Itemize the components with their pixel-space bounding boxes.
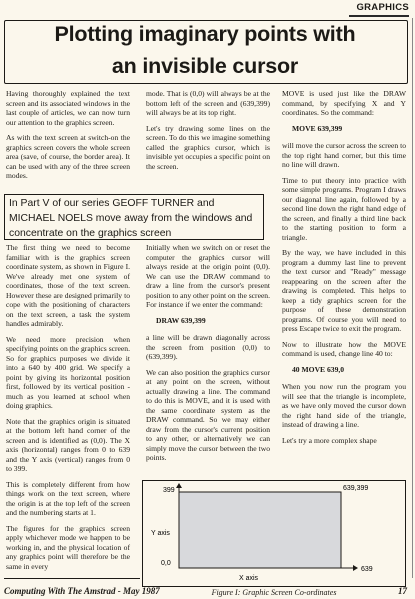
- command-listing: 40 MOVE 639,0: [292, 364, 345, 374]
- paragraph: As with the text screen at switch-on the graphics screen covers the whole screen area (save, of course, the border area). It can be used with any of the three screen modes.: [6, 133, 130, 180]
- corner-label: 639,399: [343, 485, 369, 492]
- column-1-top: [6, 89, 130, 187]
- x-max-label: 639: [361, 566, 373, 573]
- column-2-top: [146, 89, 270, 177]
- screen-area: [179, 492, 341, 568]
- paragraph: Having thoroughly explained the text screen and its associated windows in the last couple of articles, we can now turn our attention to the graphics screen.: [6, 89, 130, 127]
- y-axis-label: Y axis: [151, 530, 170, 537]
- section-tag: GRAPHICS: [349, 1, 409, 17]
- column-3: [282, 89, 406, 451]
- y-max-label: 399: [163, 487, 175, 494]
- paragraph: will move the cursor across the screen to the top right hand corner, but this time no line will drawn.: [282, 141, 406, 169]
- paragraph: The figures for the graphics screen apply whichever mode we happen to be working in, and the physical location of any graphics point will therefore be the same in every: [6, 523, 130, 571]
- headline-line-2: an invisible cursor: [111, 54, 299, 78]
- page-edge-rule: [412, 18, 413, 578]
- paragraph: Note that the graphics origin is situated at the bottom left hand corner of the screen and is identified as (0,0). The X axis (horizontal) ranges from 0 to 639 and the Y axis (vertical) ranges from 0 to 399.: [6, 416, 130, 473]
- x-axis-label: X axis: [239, 575, 259, 582]
- paragraph: Initially when we switch on or reset the computer the graphics cursor will always reside at the origin point (0,0). We can use the DRAW command to draw a line from the cursor's present position to any other point on the screen. For instance if we enter the command:: [146, 243, 271, 309]
- coordinate-diagram: [143, 481, 405, 586]
- paragraph: MOVE is used just like the DRAW command, by specifying X and Y coordinates. So the command:: [282, 89, 406, 117]
- footer-rule: [4, 578, 140, 579]
- headline-line-1: Plotting imaginary points with: [54, 22, 356, 46]
- paragraph: This is completely different from how things work on the text screen, where the origin is at the top left of the screen and the numbering starts at 1.: [6, 479, 130, 517]
- paragraph: We can also position the graphics cursor at any point on the screen, without actually drawing a line. The command to do this is MOVE, and it is used with the same coordinate system as the DRAW command. So we may either draw from the cursor's current position to any other, or alternatively we can simply move the cursor between the two points.: [146, 367, 270, 462]
- figure-coordinates: [142, 480, 406, 587]
- paragraph: Let's try a more complex shape: [282, 435, 377, 445]
- standfirst-box: In Part V of our series GEOFF TURNER and MICHAEL NOELS move away from the windows and concentrate on the graphics screen: [4, 194, 264, 240]
- column-2-bottom: [146, 243, 270, 469]
- figure-caption: Figure I: Graphic Screen Co-ordinates: [211, 588, 337, 597]
- command-listing: DRAW 639,399: [156, 315, 206, 325]
- command-listing: MOVE 639,399: [292, 123, 343, 133]
- footer-magazine: Computing With The Amstrad - May 1987: [4, 586, 160, 596]
- headline: [4, 21, 406, 79]
- x-arrow-icon: [353, 565, 358, 571]
- paragraph: We need more precision when specifying points on the graphics screen. So for graphics purposes we divide it into a 640 by 400 grid. We specify a point by giving its horizontal position first, followed by its vertical position - much as you learned at school when doing graphics.: [6, 334, 130, 410]
- paragraph: mode. That is (0,0) will always be at the bottom left of the screen and (639,399) will always be at its top right.: [146, 89, 270, 117]
- page-number: 17: [398, 586, 407, 596]
- paragraph: The first thing we need to become familiar with is the graphics screen coordinate system, as shown in Figure I. We've already met one system of coordinates, those of the text screen. However these are designed primarily to cope with the positioning of characters on the text screen, a task the system handles admirably.: [6, 243, 130, 328]
- paragraph: Let's try drawing some lines on the screen. To do this we imagine something called the graphics cursor, which is invisible yet occupies a specific point on the screen.: [146, 123, 270, 171]
- paragraph: Time to put theory into practice with some simple programs. Program I draws our diagonal line again, followed by a second line down the right hand edge of the screen, and finally a third line back to the starting position to form a triangle.: [282, 175, 406, 242]
- paragraph: Now to illustrate how the MOVE command is used, change line 40 to:: [282, 339, 406, 358]
- y-arrow-icon: [176, 483, 182, 488]
- origin-label: 0,0: [161, 560, 171, 567]
- column-1-bottom: [6, 243, 130, 577]
- paragraph: When you now run the program you will see that the triangle is incomplete, as we have only moved the cursor down the right hand side of the triangle, instead of drawing a line.: [282, 382, 406, 429]
- paragraph: a line will be drawn diagonally across the screen from position (0,0) to (639,399).: [146, 333, 270, 361]
- paragraph: By the way, we have included in this program a dummy last line to prevent the text cursor and "Ready" message reappearing on the screen after the drawing is completed. This helps to keep a tidy graphics screen for the purpose of these demonstration programs. Of course you will need to press Escape twice to exit the program.: [282, 248, 406, 333]
